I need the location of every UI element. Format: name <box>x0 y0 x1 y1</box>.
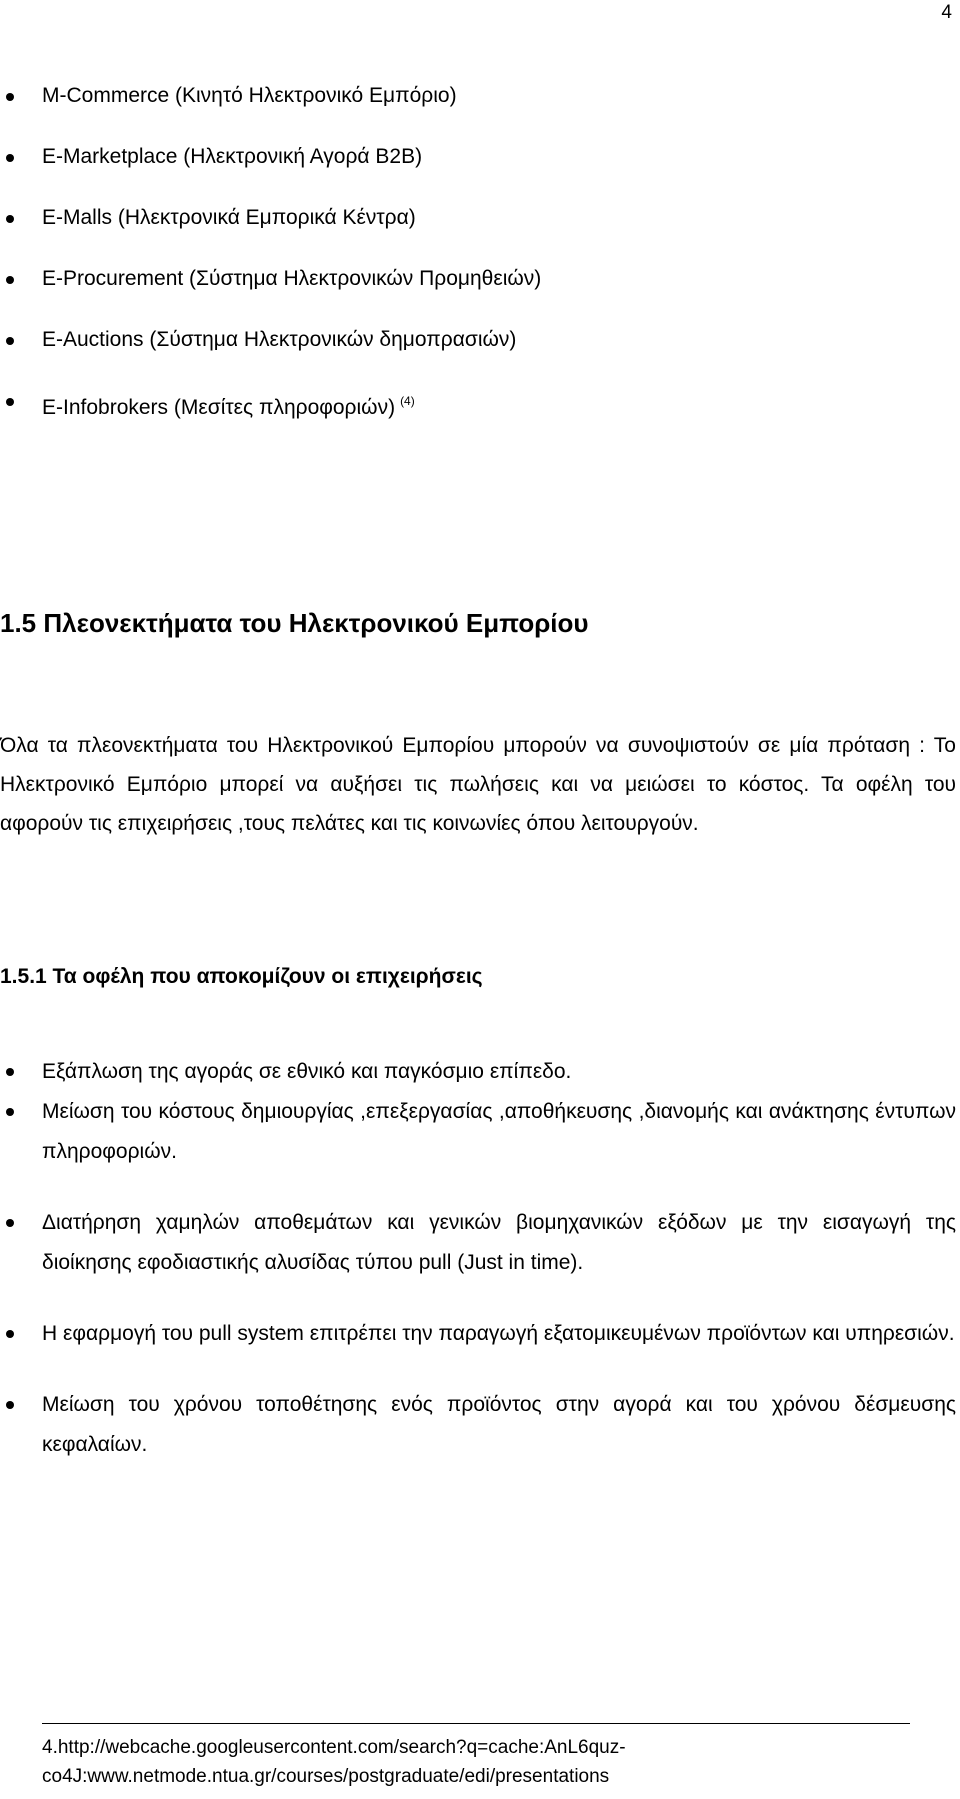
list-item-text: E-Auctions (Σύστημα Ηλεκτρονικών δημοπρασιών) <box>42 328 517 351</box>
business-benefits-list <box>0 1052 960 1465</box>
subsection-heading: 1.5.1 Τα οφέλη που αποκομίζουν οι επιχειρήσεις <box>0 965 483 988</box>
bullet-icon <box>6 1330 14 1338</box>
list-item <box>0 262 960 296</box>
list-item-text: Μείωση του κόστους δημιουργίας ,επεξεργασίας ,αποθήκευσης ,διανομής και ανάκτησης έντυπων πληροφοριών. <box>42 1100 956 1163</box>
list-item <box>0 1203 956 1283</box>
footnote-reference: (4) <box>400 394 415 408</box>
list-item-text: E-Procurement (Σύστημα Ηλεκτρονικών Προμηθειών) <box>42 267 542 290</box>
bullet-icon <box>6 337 14 345</box>
list-item-text: E-Malls (Ηλεκτρονικά Εμπορικά Κέντρα) <box>42 206 416 229</box>
section-paragraph: Όλα τα πλεονεκτήματα του Ηλεκτρονικού Εμπορίου μπορούν να συνοψιστούν σε μία πρόταση : Το Ηλεκτρονικό Εμπόριο μπορεί να αυξήσει τις πωλήσεις και να μειώσει το κόστος. Τα οφέλη του αφορούν τις επιχειρήσεις ,τους πελάτες και τις κοινωνίες όπου λειτουργούν. <box>0 734 956 835</box>
list-item <box>0 140 960 174</box>
list-item-text: Η εφαρμογή του pull system επιτρέπει την παραγωγή εξατομικευμένων προϊόντων και υπηρεσιών. <box>42 1322 955 1345</box>
footnote: 4.http://webcache.googleusercontent.com/search?q=cache:AnL6quz-co4J:www.netmode.ntua.gr/courses/postgraduate/edi/presentations <box>42 1737 626 1787</box>
bullet-icon <box>6 93 14 101</box>
page-number: 4 <box>941 2 952 23</box>
list-item-text: M-Commerce (Κινητό Ηλεκτρονικό Εμπόριο) <box>42 84 457 107</box>
list-item <box>0 1092 956 1172</box>
list-item <box>0 1385 956 1465</box>
list-item <box>0 1314 956 1354</box>
bullet-icon <box>6 215 14 223</box>
list-item-text: Εξάπλωση της αγοράς σε εθνικό και παγκόσμιο επίπεδο. <box>42 1060 572 1083</box>
list-item-text: Μείωση του χρόνου τοποθέτησης ενός προϊόντος στην αγορά και του χρόνου δέσμευσης κεφαλαίων. <box>42 1393 956 1456</box>
list-item <box>0 323 960 357</box>
ecommerce-types-list <box>0 79 960 452</box>
bullet-icon <box>6 1219 14 1227</box>
list-item <box>0 384 960 425</box>
list-item <box>0 1052 956 1092</box>
bullet-icon <box>6 276 14 284</box>
bullet-icon <box>6 154 14 162</box>
bullet-icon <box>6 1401 14 1409</box>
bullet-icon <box>6 1108 14 1116</box>
list-item-text: Διατήρηση χαμηλών αποθεμάτων και γενικών βιομηχανικών εξόδων με την εισαγωγή της διοίκησης εφοδιαστικής αλυσίδας τύπου pull (Just in time). <box>42 1211 956 1274</box>
list-item <box>0 201 960 235</box>
section-heading: 1.5 Πλεονεκτήματα του Ηλεκτρονικού Εμπορίου <box>0 608 589 638</box>
footnote-divider <box>42 1723 910 1724</box>
list-item-text: E-Marketplace (Ηλεκτρονική Αγορά B2B) <box>42 145 423 168</box>
bullet-icon <box>6 398 14 406</box>
list-item <box>0 79 960 113</box>
list-item-text: E-Infobrokers (Μεσίτες πληροφοριών) <box>42 396 396 419</box>
bullet-icon <box>6 1068 14 1076</box>
